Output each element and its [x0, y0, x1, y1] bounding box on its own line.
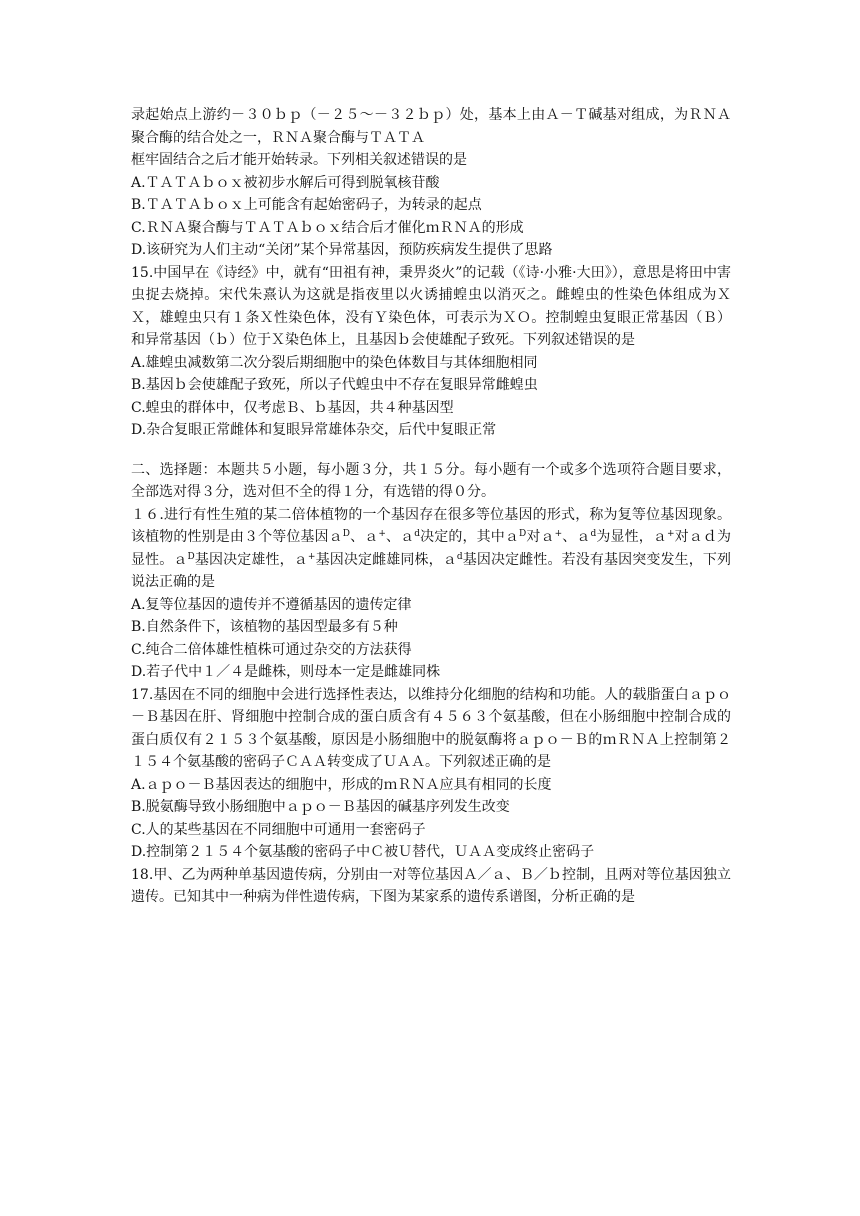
section-gap: [131, 442, 731, 459]
q14-stem-end: 框牢固结合之后才能开始转录。下列相关叙述错误的是: [131, 152, 467, 168]
q14-option-c: C.ＲＮＡ聚合酶与ＴＡＴＡｂｏｘ结合后才催化ｍＲＮＡ的形成: [131, 219, 524, 236]
q16-stem-text: 对ａ: [526, 529, 555, 545]
q14-option-d: D.该研究为人们主动“关闭”某个异常基因，预防疾病发生提供了思路: [131, 242, 553, 258]
q17-stem: 17.基因在不同的细胞中会进行选择性表达，以维持分化细胞的结构和功能。人的载脂蛋白ａｐｏ－Ｂ基因在肝、肾细胞中控制合成的蛋白质含有４５６３个氨基酸，但在小肠细胞中控制合成的蛋白质仅有２１５３个氨基酸，原因是小肠细胞中的脱氨酶将ａｐｏ－Ｂ的ｍＲＮＡ上控制第２１５４个氨基酸的密码子ＣＡＡ转变成了ＵＡＡ。下列叙述正确的是: [131, 686, 731, 770]
q14-stem-line: 录起始点上游约－３０ｂｐ（－２５～－３２ｂｐ）处，基本上由Ａ－Ｔ碱基对组成，为ＲＮＡ聚合酶的结合处之一，ＲＮＡ聚合酶与ＴＡＴＡ: [131, 107, 731, 146]
superscript-D: D: [519, 529, 527, 539]
q16-option-b: B.自然条件下，该植物的基因型最多有５种: [131, 619, 398, 635]
q16-stem-text: 、ａ: [562, 529, 591, 545]
q17-option-c: C.人的某些基因在不同细胞中可通用一套密码子: [131, 821, 426, 838]
q16-stem-text: 基因决定雌雄同株，ａ: [315, 551, 457, 568]
q16-stem-text: 为显性，ａ: [596, 529, 667, 545]
superscript-d: d: [414, 529, 421, 539]
superscript-plus: +: [666, 529, 675, 539]
q18-stem: 18.甲、乙为两种单基因遗传病，分别由一对等位基因Ａ／ａ、Ｂ／ｂ控制，且两对等位基因独立遗传。已知其中一种病为伴性遗传病，下图为某家系的遗传系谱图，分析正确的是: [131, 866, 731, 905]
q14-option-a: A.ＴＡＴＡｂｏｘ被初步水解后可得到脱氧核苷酸: [131, 174, 440, 191]
superscript-d: d: [456, 551, 463, 562]
q15-option-a: A.雄蝗虫减数第二次分裂后期细胞中的染色体数目与其体细胞相同: [131, 354, 538, 371]
superscript-plus: +: [378, 529, 386, 539]
q16-stem-text: 基因决定雄性，ａ: [194, 551, 308, 568]
q16-stem-text: 对ａｄ为显性。ａ: [131, 529, 732, 568]
question-content: [131, 104, 731, 909]
q16-stem-text: 基因决定雌性。若没有基因突变发生，下列说法正确的是: [131, 551, 732, 590]
superscript-D: D: [342, 529, 351, 539]
q16-sep: 、ａ: [350, 529, 379, 545]
q14-option-b: B.ＴＡＴＡｂｏｘ上可能含有起始密码子，为转录的起点: [131, 197, 482, 213]
q15-option-b: B.基因ｂ会使雄配子致死，所以子代蝗虫中不存在复眼异常雌蝗虫: [131, 377, 538, 393]
q16-stem-text: １６.进行有性生殖的某二倍体植物的一个基因存在很多等位基因的形式，称为复等位基因现象。该植物的性别是由３个等位基因ａ: [131, 506, 731, 545]
q16-stem-text: 决定的，其中ａ: [420, 529, 520, 545]
q17-option-d: D.控制第２１５４个氨基酸的密码子中Ｃ被Ｕ替代，ＵＡＡ变成终止密码子: [131, 844, 595, 860]
q15-stem: 15.中国早在《诗经》中，就有“田祖有神，秉畀炎火”的记载（《诗·小雅·大田》），意思是将田中害虫捉去烧掉。宋代朱熹认为这就是指夜里以火诱捕蝗虫以消灭之。雌蝗虫的性染色体组成为ＸＸ，雄蝗虫只有１条Ｘ性染色体，没有Ｙ染色体，可表示为ＸＯ。控制蝗虫复眼正常基因（Ｂ）和异常基因（ｂ）位于Ｘ染色体上，且基因ｂ会使雄配子致死。下列叙述错误的是: [131, 264, 731, 348]
q17-option-b: B.脱氨酶导致小肠细胞中ａｐｏ－Ｂ基因的碱基序列发生改变: [131, 799, 510, 815]
q15-option-d: D.杂合复眼正常雌体和复眼异常雄体杂交，后代中复眼正常: [131, 422, 497, 438]
section2-header: 二、选择题：本题共５小题，每小题３分，共１５分。每小题有一个或多个选项符合题目要求，全部选对得３分，选对但不全的得１分，有选错的得０分。: [131, 461, 731, 500]
superscript-d: d: [590, 529, 597, 539]
q16-option-a: A.复等位基因的遗传并不遵循基因的遗传定律: [131, 596, 412, 613]
superscript-D: D: [187, 551, 195, 562]
q15-option-c: C.蝗虫的群体中，仅考虑Ｂ、ｂ基因，共４种基因型: [131, 399, 454, 416]
superscript-plus: +: [307, 551, 316, 562]
superscript-plus: +: [554, 529, 563, 539]
q16-option-c: C.纯合二倍体雄性植株可通过杂交的方法获得: [131, 641, 412, 658]
q16-option-d: D.若子代中１／４是雌株，则母本一定是雌雄同株: [131, 664, 441, 680]
q17-option-a: A.ａｐｏ－Ｂ基因表达的细胞中，形成的ｍＲＮＡ应具有相同的长度: [131, 776, 552, 793]
q16-sep: 、ａ: [385, 529, 415, 545]
q16-stem: [131, 504, 731, 594]
